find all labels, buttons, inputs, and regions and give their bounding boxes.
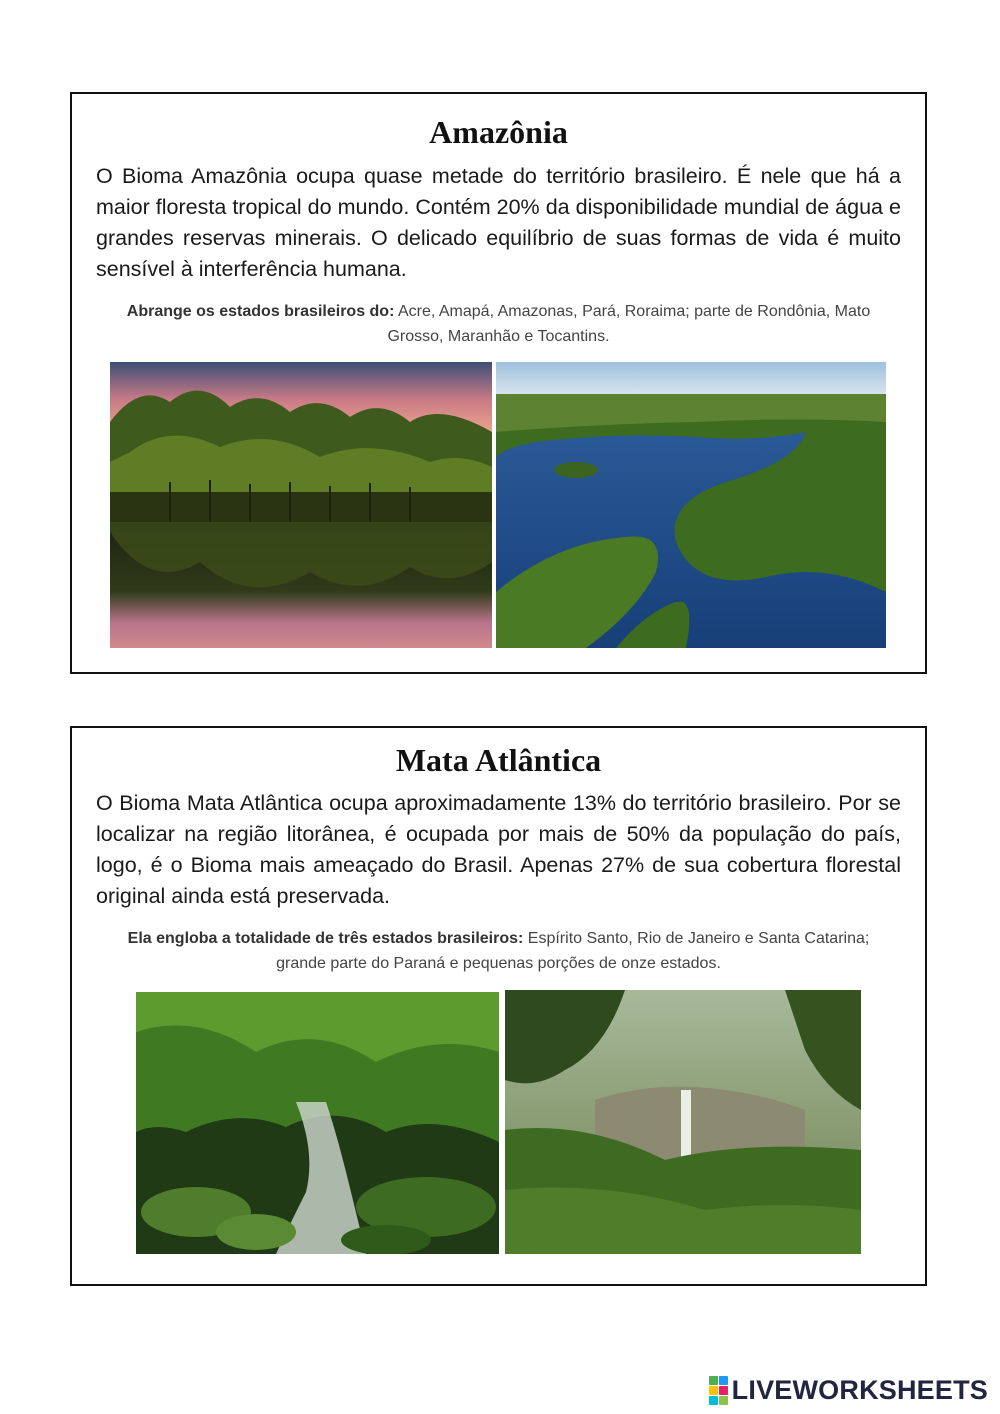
card-title: Amazônia bbox=[429, 114, 568, 150]
photo-amazon-river-aerial bbox=[496, 362, 886, 648]
photo-amazon-sunset-reflection bbox=[110, 362, 492, 648]
states-list: Espírito Santo, Rio de Janeiro e Santa Catarina; grande parte do Paraná e pequenas porções de onze estados. bbox=[276, 930, 870, 972]
logo-square bbox=[719, 1386, 728, 1395]
states-note bbox=[112, 926, 885, 976]
logo-square bbox=[709, 1396, 718, 1405]
states-list: Acre, Amapá, Amazonas, Pará, Roraima; parte de Rondônia, Mato Grosso, Maranhão e Tocantins. bbox=[387, 303, 871, 345]
card-paragraph: O Bioma Amazônia ocupa quase metade do território brasileiro. É nele que há a maior floresta tropical do mundo. Contém 20% da disponibilidade mundial de água e grandes reservas minerais. O delicado equilíbrio de suas formas de vida é muito sensível à interferência humana. bbox=[96, 164, 901, 281]
card-paragraph: O Bioma Mata Atlântica ocupa aproximadamente 13% do território brasileiro. Por se localizar na região litorânea, é ocupada por mais de 50% da população do país, logo, é o Bioma mais ameaçado do Brasil. Apenas 27% de sua cobertura florestal original ainda está preservada. bbox=[96, 791, 901, 908]
biome-card-amazonia bbox=[70, 92, 927, 674]
states-label: Abrange os estados brasileiros do: bbox=[126, 303, 395, 320]
states-note bbox=[112, 299, 885, 349]
logo-square bbox=[709, 1386, 718, 1395]
logo-square bbox=[719, 1376, 728, 1385]
logo-mark-icon bbox=[709, 1376, 728, 1405]
liveworksheets-logo bbox=[709, 1373, 988, 1407]
logo-square bbox=[719, 1396, 728, 1405]
logo-text: LIVEWORKSHEETS bbox=[731, 1374, 988, 1405]
photo-atlantic-forest-stream bbox=[136, 992, 499, 1254]
states-label: Ela engloba a totalidade de três estados brasileiros: bbox=[127, 930, 524, 947]
logo-square bbox=[709, 1376, 718, 1385]
biome-card-mata-atlantica bbox=[70, 726, 927, 1286]
photo-atlantic-forest-waterfall bbox=[505, 990, 861, 1254]
card-title: Mata Atlântica bbox=[395, 742, 602, 778]
